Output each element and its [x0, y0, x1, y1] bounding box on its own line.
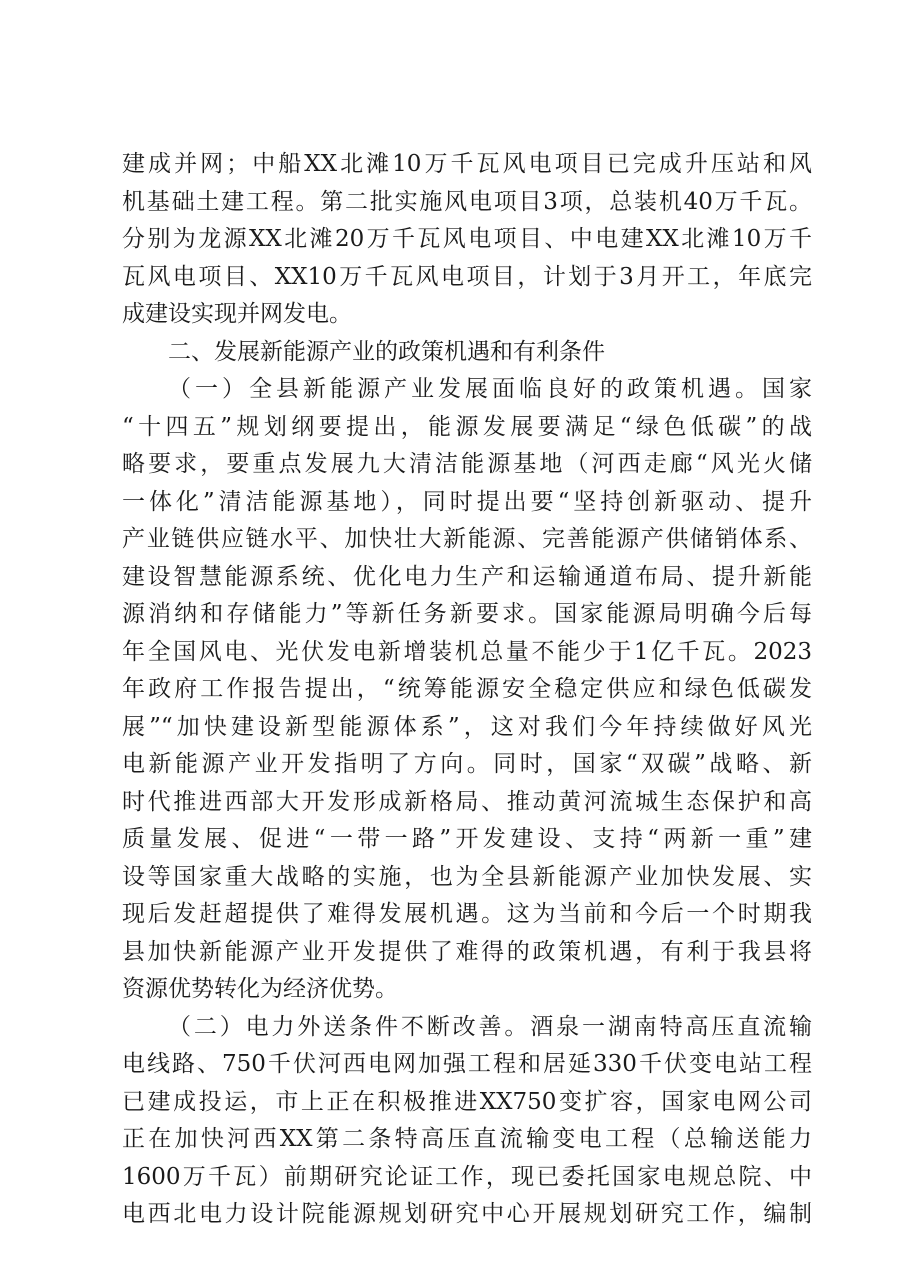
text-line: 县加快新能源产业开发提供了难得的政策机遇，有利于我县将	[122, 938, 812, 965]
text-line: “十四五”规划纲要提出，能源发展要满足“绿色低碳”的战	[122, 413, 812, 440]
text-line: 时代推进西部大开发形成新格局、推动黄河流城生态保护和高	[122, 788, 812, 815]
text-line: 质量发展、促进“一带一路”开发建设、支持“两新一重”建	[122, 826, 812, 852]
text-line: 建成并网；中船XX北滩10万千瓦风电项目已完成升压站和风	[122, 151, 812, 177]
section-heading-2	[122, 334, 812, 372]
text-line: 建设智慧能源系统、优化电力生产和运输通道布局、提升新能	[122, 563, 812, 590]
text-line: 资源优势转化为经济优势。	[122, 976, 398, 1002]
text-line: 电线路、750千伏河西电网加强工程和居延330千伏变电站工程	[122, 1051, 812, 1077]
text-line: 年政府工作报告提出，“统筹能源安全稳定供应和绿色低碳发	[122, 676, 812, 702]
text-line: 1600万千瓦）前期研究论证工作，现已委托国家电规总院、中	[122, 1163, 812, 1190]
text-line: 成建设实现并网发电。	[122, 301, 352, 327]
paragraph-power-transmission	[122, 1009, 812, 1234]
text-line: （一）全县新能源产业发展面临良好的政策机遇。国家	[168, 376, 812, 402]
text-line: 电西北电力设计院能源规划研究中心开展规划研究工作，编制	[122, 1201, 812, 1227]
text-line: 二、发展新能源产业的政策机遇和有利条件	[168, 338, 605, 365]
text-line: 电新能源产业开发指明了方向。同时，国家“双碳”战略、新	[122, 751, 812, 777]
text-line: 分别为龙源XX北滩20万千瓦风电项目、中电建XX北滩10万千	[122, 226, 812, 252]
text-line: 机基础土建工程。第二批实施风电项目3项，总装机40万千瓦。	[122, 188, 812, 215]
text-line: 现后发赶超提供了难得发展机遇。这为当前和今后一个时期我	[122, 901, 812, 927]
text-line: 年全国风电、光伏发电新增装机总量不能少于1亿千瓦。2023	[122, 638, 812, 665]
paragraph-wind-projects	[122, 146, 812, 334]
text-line: 略要求，要重点发展九大清洁能源基地（河西走廊“风光火储	[122, 451, 812, 477]
text-line: 设等国家重大战略的实施，也为全县新能源产业加快发展、实	[122, 863, 812, 890]
text-line: 源消纳和存储能力”等新任务新要求。国家能源局明确今后每	[122, 601, 812, 627]
text-line: 瓦风电项目、XX10万千瓦风电项目，计划于3月开工，年底完	[122, 263, 812, 290]
text-line: 正在加快河西XX第二条特高压直流输变电工程（总输送能力	[122, 1126, 812, 1152]
paragraph-policy-opportunity	[122, 371, 812, 1009]
text-line: 产业链供应链水平、加快壮大新能源、完善能源产供储销体系、	[122, 526, 812, 552]
text-line: 一体化”清洁能源基地），同时提出要“坚持创新驱动、提升	[122, 488, 812, 515]
text-line: 展”“加快建设新型能源体系”，这对我们今年持续做好风光	[122, 713, 812, 740]
document-body	[122, 146, 812, 1234]
text-line: （二）电力外送条件不断改善。酒泉一湖南特高压直流输	[168, 1013, 812, 1040]
text-line: 已建成投运，市上正在积极推进XX750变扩容，国家电网公司	[122, 1088, 812, 1115]
